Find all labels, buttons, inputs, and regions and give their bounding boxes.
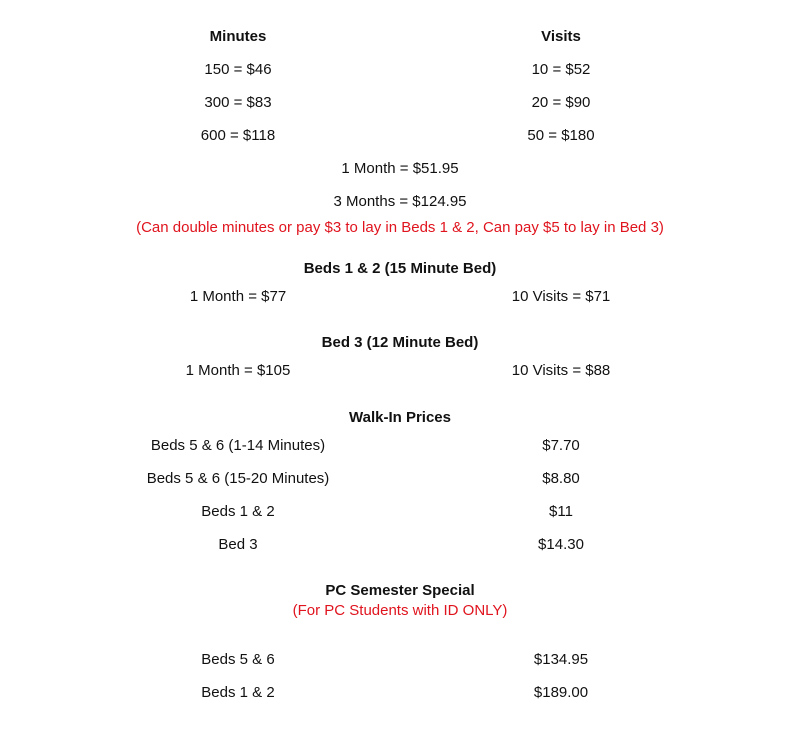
beds-1-2-month: 1 Month = $77	[189, 288, 287, 305]
bed-3-month: 1 Month = $105	[185, 362, 291, 379]
walk-in-price: $7.70	[542, 437, 580, 454]
minutes-header: Minutes	[209, 28, 267, 45]
pc-special-price: $134.95	[533, 651, 589, 668]
walk-in-price: $8.80	[542, 470, 580, 487]
minutes-price: 150 = $46	[204, 61, 272, 78]
visits-price: 50 = $180	[527, 127, 595, 144]
pc-special-subtitle: (For PC Students with ID ONLY)	[292, 602, 508, 619]
walk-in-label: Beds 5 & 6 (1-14 Minutes)	[150, 437, 326, 454]
walk-in-label: Bed 3	[218, 536, 258, 553]
walk-in-price: $11	[549, 503, 573, 520]
pc-special-title: PC Semester Special	[325, 582, 475, 599]
pc-special-price: $189.00	[533, 684, 589, 701]
beds-1-2-visits: 10 Visits = $71	[511, 288, 611, 305]
bed-3-visits: 10 Visits = $88	[511, 362, 611, 379]
pc-special-label: Beds 5 & 6	[201, 651, 275, 668]
monthly-price: 3 Months = $124.95	[333, 193, 467, 210]
walk-in-label: Beds 1 & 2	[201, 503, 275, 520]
minutes-price: 300 = $83	[204, 94, 272, 111]
monthly-price: 1 Month = $51.95	[341, 160, 459, 177]
bed-3-title: Bed 3 (12 Minute Bed)	[321, 334, 479, 351]
pc-special-label: Beds 1 & 2	[201, 684, 275, 701]
visits-header: Visits	[541, 28, 581, 45]
minutes-price: 600 = $118	[200, 127, 276, 144]
walk-in-price: $14.30	[538, 536, 584, 553]
walk-in-label: Beds 5 & 6 (15-20 Minutes)	[146, 470, 330, 487]
visits-price: 10 = $52	[531, 61, 591, 78]
walk-in-title: Walk-In Prices	[349, 409, 451, 426]
visits-price: 20 = $90	[531, 94, 591, 111]
beds-1-2-title: Beds 1 & 2 (15 Minute Bed)	[303, 260, 497, 277]
packages-note: (Can double minutes or pay $3 to lay in Beds 1 & 2, Can pay $5 to lay in Bed 3)	[136, 219, 664, 236]
